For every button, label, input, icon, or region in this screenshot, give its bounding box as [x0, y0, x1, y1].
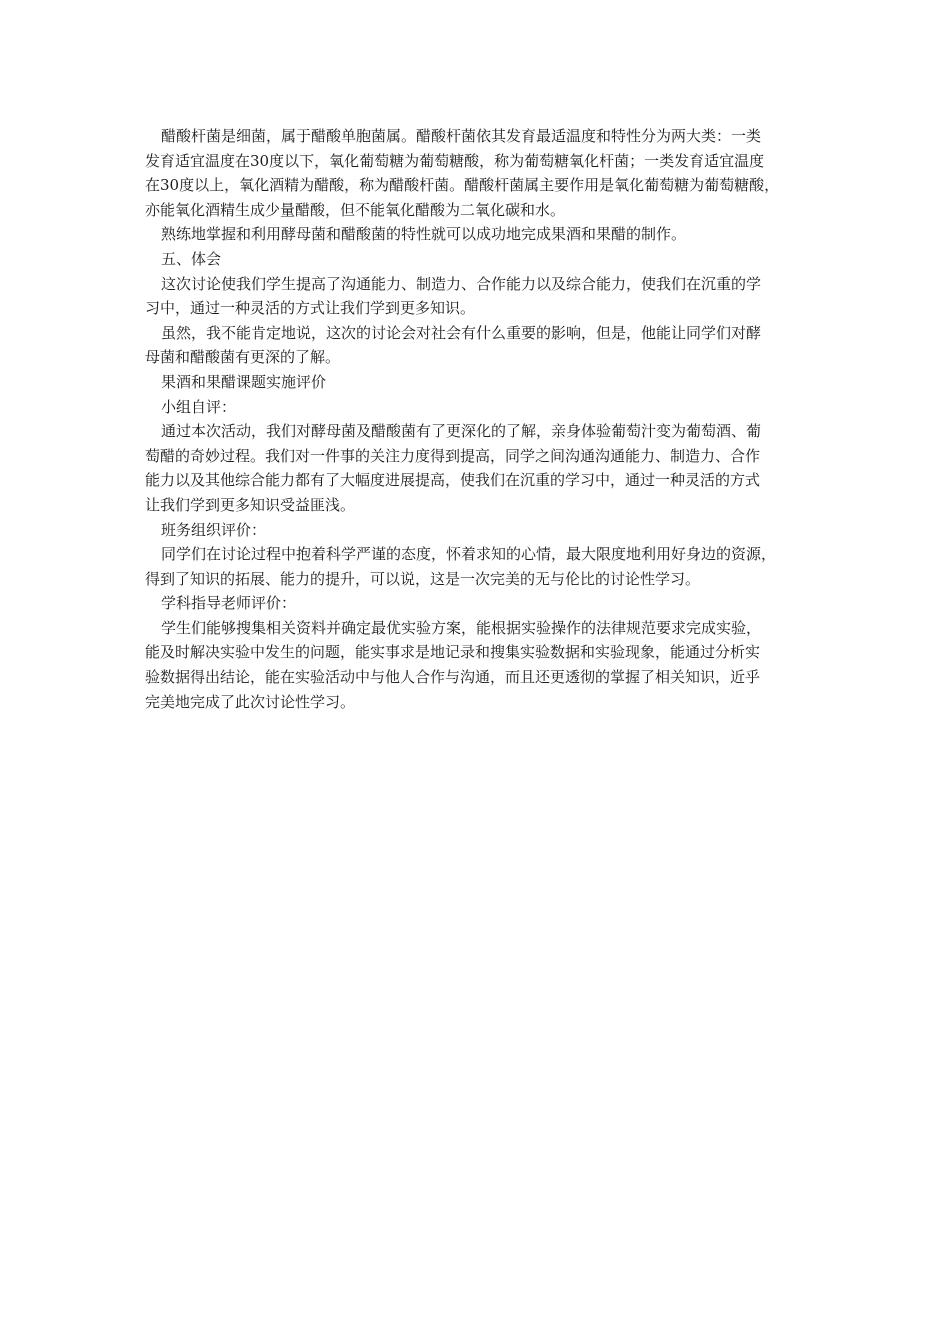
paragraph-acetobacter-line-2: 发育适宜温度在30度以下，氧化葡萄糖为葡萄糖酸，称为葡萄糖氧化杆菌；一类发育适宜温度	[145, 151, 765, 170]
paragraph-impact-line-2: 母菌和醋酸菌有更深的了解。	[145, 348, 341, 367]
paragraph-teacher-eval-line-4: 完美地完成了此次讨论性学习。	[145, 692, 356, 711]
paragraph-impact-line-1: 虽然，我不能肯定地说，这次的讨论会对社会有什么重要的影响，但是，他能让同学们对酵	[161, 323, 762, 342]
subheading-class-evaluation: 班务组织评价：	[161, 520, 267, 539]
paragraph-teacher-eval-line-3: 验数据得出结论，能在实验活动中与他人合作与沟通，而且还更透彻的掌握了相关知识，近乎	[145, 668, 761, 687]
paragraph-group-eval-line-3: 能力以及其他综合能力都有了大幅度进展提高，使我们在沉重的学习中，通过一种灵活的方式	[145, 471, 761, 490]
paragraph-class-eval-line-2: 得到了知识的拓展、能力的提升，可以说，这是一次完美的无与伦比的讨论性学习。	[145, 569, 701, 588]
paragraph-reflection-line-1: 这次讨论使我们学生提高了沟通能力、制造力、合作能力以及综合能力，使我们在沉重的学	[161, 274, 762, 293]
subheading-teacher-evaluation: 学科指导老师评价：	[161, 594, 297, 613]
paragraph-class-eval-line-1: 同学们在讨论过程中抱着科学严谨的态度，怀着求知的心情，最大限度地利用好身边的资源，	[161, 545, 777, 564]
paragraph-acetobacter-line-1: 醋酸杆菌是细菌，属于醋酸单胞菌属。醋酸杆菌依其发育最适温度和特性分为两大类：一类	[161, 127, 762, 145]
paragraph-acetobacter-line-3: 在30度以上，氧化酒精为醋酸，称为醋酸杆菌。醋酸杆菌属主要作用是氧化葡萄糖为葡萄糖酸，	[145, 176, 780, 195]
paragraph-teacher-eval-line-2: 能及时解决实验中发生的问题，能实事求是地记录和搜集实验数据和实验现象，能通过分析实	[145, 643, 761, 662]
paragraph-group-eval-line-1: 通过本次活动，我们对酵母菌及醋酸菌有了更深化的了解，亲身体验葡萄汁变为葡萄酒、葡	[161, 422, 762, 441]
section-heading-evaluation: 果酒和果醋课题实施评价	[161, 372, 327, 391]
paragraph-group-eval-line-2: 萄醋的奇妙过程。我们对一件事的关注力度得到提高，同学之间沟通沟通能力、制造力、合作	[145, 446, 761, 465]
subheading-group-self-evaluation: 小组自评：	[161, 397, 237, 416]
paragraph-reflection-line-2: 习中，通过一种灵活的方式让我们学到更多知识。	[145, 299, 476, 318]
paragraph-summary-line-1: 熟练地掌握和利用酵母菌和醋酸菌的特性就可以成功地完成果酒和果醋的制作。	[161, 225, 687, 244]
section-heading-reflection: 五、体会	[161, 249, 222, 268]
paragraph-teacher-eval-line-1: 学生们能够搜集相关资料并确定最优实验方案，能根据实验操作的法律规范要求完成实验，	[161, 618, 762, 637]
paragraph-group-eval-line-4: 让我们学到更多知识受益匪浅。	[145, 495, 356, 514]
document-body	[145, 124, 815, 714]
paragraph-acetobacter-line-4: 亦能氧化酒精生成少量醋酸，但不能氧化醋酸为二氧化碳和水。	[145, 200, 566, 219]
